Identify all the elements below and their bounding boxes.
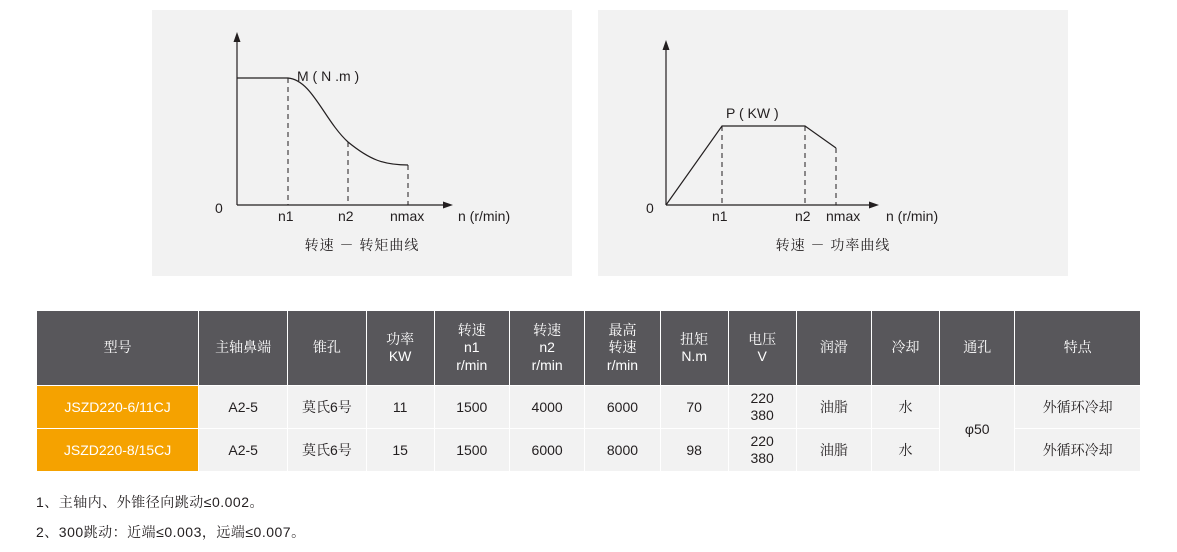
cell-speed-n2: 6000: [509, 429, 584, 472]
header-torque-line-1: 扭矩: [680, 330, 709, 347]
cell-voltage-line-2: 380: [750, 407, 774, 423]
cell-lubrication: 油脂: [796, 429, 871, 472]
header-model-line-1: 型号: [103, 339, 132, 356]
cell-speed-n1: 1500: [434, 429, 509, 472]
torque-x-axis-label: n (r/min): [458, 208, 511, 224]
header-lubrication: [796, 311, 871, 386]
cell-power: 15: [366, 429, 434, 472]
cell-taper-bore: 莫氏6号: [288, 386, 366, 429]
notes-section: [36, 487, 1136, 547]
cell-feature: 外循环冷却: [1015, 429, 1141, 472]
header-through-hole-line-1: 通孔: [963, 339, 992, 356]
header-speed-n2-line-3: r/min: [531, 356, 563, 373]
cell-cooling: 水: [872, 386, 940, 429]
torque-axis-label: M ( N .m ): [297, 68, 360, 84]
cell-model: JSZD220-8/15CJ: [37, 429, 199, 472]
cell-lubrication: 油脂: [796, 386, 871, 429]
header-max-speed-line-3: r/min: [606, 356, 639, 373]
header-speed-n1-line-2: n1: [463, 339, 480, 356]
cell-speed-n2: 4000: [509, 386, 584, 429]
header-taper-bore: [288, 311, 366, 386]
header-speed-n2: [509, 311, 584, 386]
header-speed-n1-line-3: r/min: [456, 356, 488, 373]
table-row: [37, 386, 1141, 429]
header-speed-n1-line-1: 转速: [457, 321, 486, 338]
cell-voltage-line-1: 220: [750, 390, 774, 407]
cell-torque: 98: [660, 429, 728, 472]
cell-voltage: [728, 429, 796, 472]
header-torque-line-2: N.m: [681, 348, 707, 364]
cell-through-hole: φ50: [940, 386, 1015, 472]
header-spindle-nose: [199, 311, 288, 386]
charts-row: [0, 10, 1177, 280]
torque-chart-card: [152, 10, 572, 276]
cell-taper-bore: 莫氏6号: [288, 429, 366, 472]
header-lubrication-line-1: 润滑: [819, 339, 848, 356]
power-chart-caption: 转速 － 功率曲线: [775, 237, 891, 253]
header-max-speed-line-1: 最高: [608, 321, 637, 338]
torque-chart-caption: 转速 － 转矩曲线: [304, 237, 420, 253]
power-chart-graphic: [598, 10, 1068, 235]
torque-tick-nmax: nmax: [390, 208, 425, 224]
specification-table: [36, 310, 1141, 472]
cell-spindle-nose: A2-5: [199, 429, 288, 472]
torque-origin-label: 0: [215, 200, 223, 216]
header-spindle-nose-line-1: 主轴鼻端: [215, 339, 272, 356]
header-taper-bore-line-1: 锥孔: [312, 339, 341, 356]
cell-max-speed: 6000: [585, 386, 660, 429]
header-voltage: [728, 311, 796, 386]
cell-speed-n1: 1500: [434, 386, 509, 429]
header-max-speed: [585, 311, 660, 386]
header-speed-n1: [434, 311, 509, 386]
cell-voltage-line-1: 220: [750, 433, 774, 450]
header-cooling: [872, 311, 940, 386]
power-tick-n2: n2: [795, 208, 811, 224]
note-item: 2、300跳动：近端≤0.003，远端≤0.007。: [36, 524, 306, 540]
cell-torque: 70: [660, 386, 728, 429]
header-cooling-line-1: 冷却: [891, 339, 920, 356]
header-voltage-line-2: V: [757, 348, 767, 364]
cell-model: JSZD220-6/11CJ: [37, 386, 199, 429]
cell-cooling: 水: [872, 429, 940, 472]
cell-feature: 外循环冷却: [1015, 386, 1141, 429]
power-chart-card: [598, 10, 1068, 276]
header-through-hole: [940, 311, 1015, 386]
header-speed-n2-line-2: n2: [539, 339, 555, 356]
power-tick-nmax: nmax: [826, 208, 861, 224]
table-header-row: [37, 311, 1141, 386]
header-power-line-2: KW: [388, 348, 412, 364]
header-model: [37, 311, 199, 386]
cell-voltage-line-2: 380: [750, 450, 774, 466]
header-power-line-1: 功率: [386, 330, 415, 347]
note-item: 1、主轴内、外锥径向跳动≤0.002。: [36, 494, 265, 510]
header-feature-line-1: 特点: [1063, 339, 1092, 356]
cell-max-speed: 8000: [585, 429, 660, 472]
power-origin-label: 0: [646, 200, 654, 216]
header-speed-n2-line-1: 转速: [533, 321, 562, 338]
header-power: [366, 311, 434, 386]
power-x-axis-label: n (r/min): [886, 208, 939, 224]
header-feature: [1015, 311, 1141, 386]
header-voltage-line-1: 电压: [748, 330, 777, 347]
power-tick-n1: n1: [712, 208, 728, 224]
cell-spindle-nose: A2-5: [199, 386, 288, 429]
torque-tick-n2: n2: [338, 208, 354, 224]
header-torque: [660, 311, 728, 386]
header-max-speed-line-2: 转速: [608, 339, 637, 356]
power-axis-label: P ( KW ): [726, 105, 779, 121]
cell-power: 11: [366, 386, 434, 429]
cell-voltage: [728, 386, 796, 429]
torque-tick-n1: n1: [278, 208, 294, 224]
